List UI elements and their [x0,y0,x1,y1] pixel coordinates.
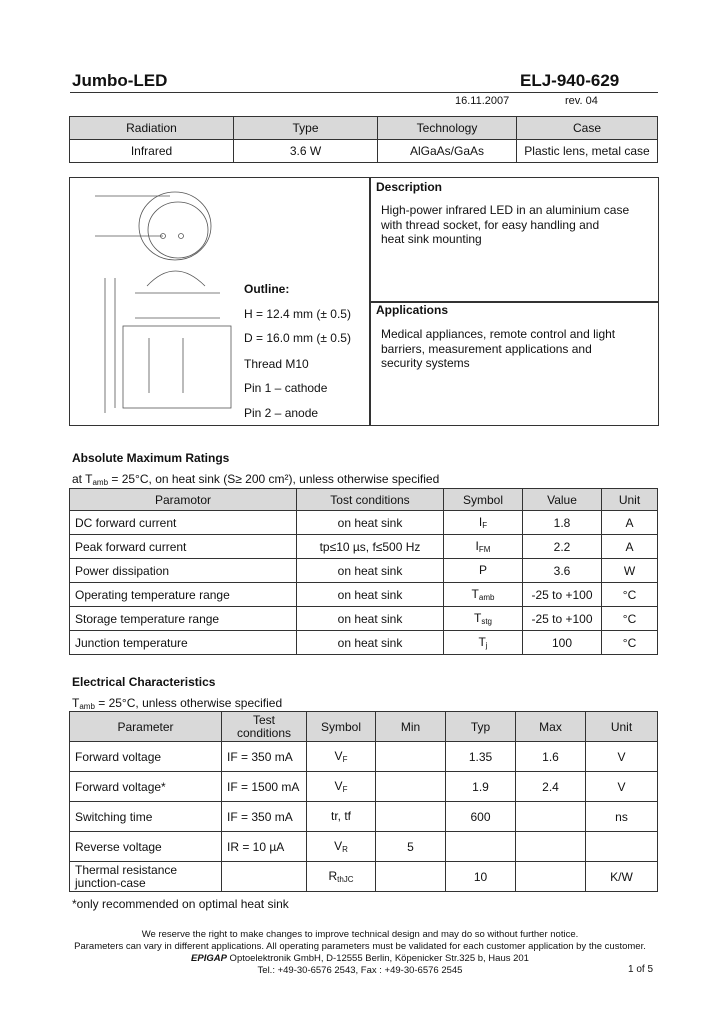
table-row: Storage temperature range on heat sink $T_{stg}$ -25 to +100 °C [70,607,658,631]
outline-pin2: Pin 2 – anode [244,406,319,420]
table-row: Peak forward current tp≤10 µs, f≤500 Hz $I_{FM}$ 2.2 A [70,535,658,559]
footer-validation: Parameters can vary in different applications. All operating parameters must be validated for each customer application by the customer. [74,941,646,952]
abs-max-header: Value [523,489,602,511]
electrical-header: Max [516,712,586,742]
outline-diameter: D = 16.0 mm (± 0.5) [244,331,351,345]
led-outline-drawing [75,178,245,423]
table-row: Power dissipation on heat sink P 3.6 W [70,559,658,583]
electrical-header: Symbol [307,712,376,742]
summary-cell: Infrared [70,140,234,163]
description-line: with thread socket, for easy handling and [381,217,600,232]
abs-max-header: Paramotor [70,489,297,511]
table-row: Forward voltage IF = 350 mA $V_F$ 1.35 1.6 V [70,742,658,772]
footer-address: EPIGAP Optoelektronik GmbH, D-12555 Berlin, Köpenicker Str.325 b, Haus 201 [191,953,529,964]
description-line: heat sink mounting [381,232,482,246]
part-number: ELJ-940-629 [520,71,620,90]
product-name: Jumbo-LED [72,71,168,90]
table-row: Forward voltage* IF = 1500 mA $V_F$ 1.9 2.4 V [70,772,658,802]
abs-max-condition: at $T_{amb} = 25^\circ C$, on heat sink (S≥ 200 cm²), unless otherwise specified [72,472,440,487]
summary-cell: AlGaAs/GaAs [378,140,517,163]
abs-max-title: Absolute Maximum Ratings [72,451,230,465]
electrical-header: Typ [446,712,516,742]
applications-line: barriers, measurement applications and [381,341,592,356]
outline-thread: Thread M10 [244,357,309,371]
electrical-header: Test conditions [222,712,307,742]
summary-header: Type [234,117,378,140]
table-row: Junction temperature on heat sink $T_j$ 100 °C [70,631,658,655]
table-row: Operating temperature range on heat sink $T_{amb}$ -25 to +100 °C [70,583,658,607]
table-row: Switching time IF = 350 mA tr, tf 600 ns [70,802,658,832]
electrical-header: Unit [586,712,658,742]
table-row: DC forward current on heat sink $I_F$ 1.8 A [70,511,658,535]
applications-line: security systems [381,356,470,370]
electrical-header: Min [376,712,446,742]
footer-contact: Tel.: +49-30-6576 2543, Fax : +49-30-6576 2545 [257,965,463,976]
electrical-table [69,711,658,892]
applications-title: Applications [376,303,449,317]
electrical-title: Electrical Characteristics [72,675,216,689]
summary-cell: Plastic lens, metal case [517,140,658,163]
abs-max-table [69,488,658,655]
summary-header: Case [517,117,658,140]
summary-table [69,116,658,163]
description-panel [369,177,659,303]
table-row: Reverse voltage IR = 10 µA $V_R$ 5 [70,832,658,862]
document-date: 16.11.2007 [455,95,510,107]
electrical-header: Parameter [70,712,222,742]
abs-max-header: Unit [602,489,658,511]
drawing-panel [69,177,371,426]
outline-title: Outline: [244,282,290,296]
page-number: 1 of 5 [628,964,654,975]
applications-line: Medical appliances, remote control and light [381,327,616,341]
summary-cell: 3.6 W [234,140,378,163]
abs-max-header: Tost conditions [297,489,444,511]
abs-max-header: Symbol [444,489,523,511]
outline-height: H = 12.4 mm (± 0.5) [244,307,351,321]
header-divider [70,92,658,93]
electrical-footnote: *only recommended on optimal heat sink [72,897,289,911]
table-row: Thermal resistance junction-case $R_{thJC}$ 10 K/W [70,862,658,892]
footer-disclaimer: We reserve the right to make changes to improve technical design and may do so without further notice. [141,929,579,940]
summary-header: Technology [378,117,517,140]
electrical-condition: $T_{amb} = 25^\circ C$, unless otherwise specified [72,696,283,711]
applications-panel [369,301,659,426]
description-line: High-power infrared LED in an aluminium case [381,203,630,217]
outline-pin1: Pin 1 – cathode [244,381,328,395]
document-revision: rev. 04 [565,95,598,107]
summary-header: Radiation [70,117,234,140]
description-title: Description [376,180,443,194]
